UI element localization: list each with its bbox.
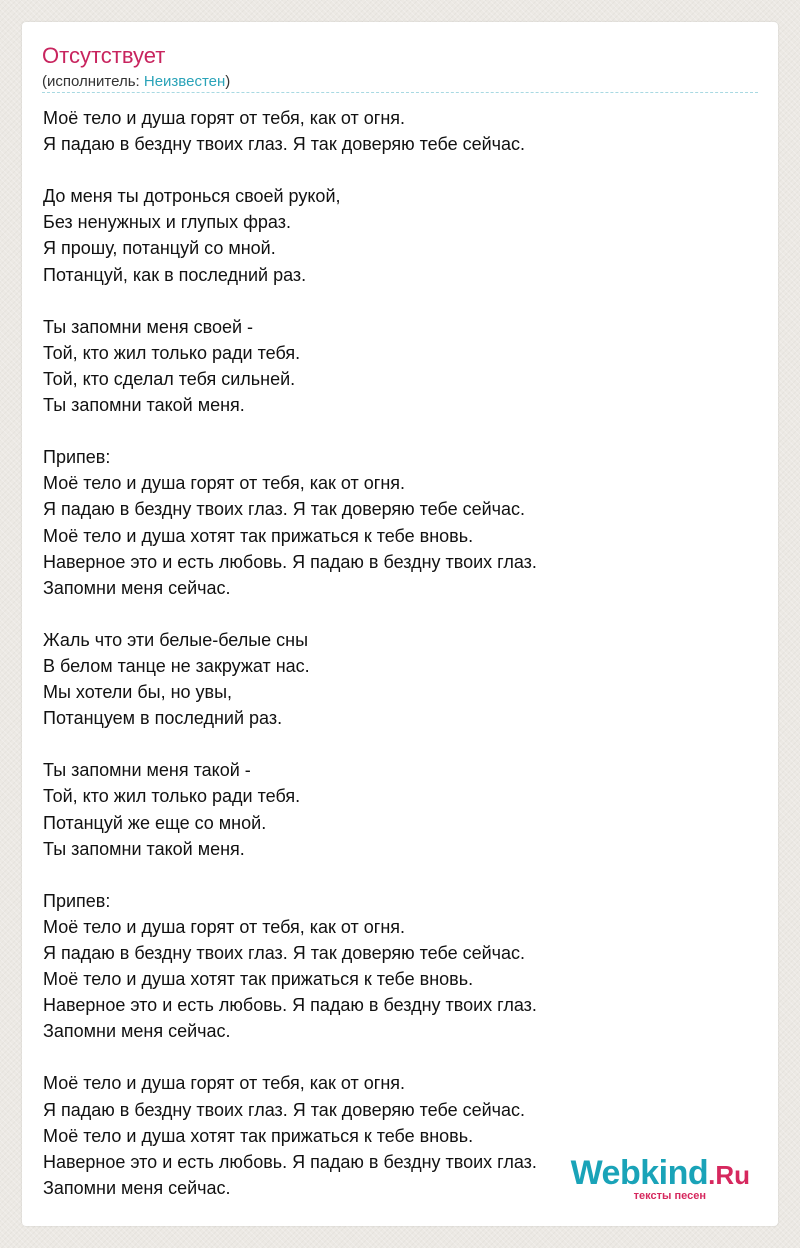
- lyrics-stanza: [43, 757, 743, 861]
- site-logo[interactable]: [558, 1156, 750, 1204]
- logo-wordmark: [571, 1156, 750, 1192]
- lyrics-line: Моё тело и душа горят от тебя, как от огня.: [43, 108, 406, 128]
- lyrics-line: Припев:: [43, 447, 111, 468]
- lyrics-line: Я падаю в бездну твоих глаз. Я так доверяю тебе сейчас.: [43, 499, 526, 520]
- lyrics-line: Без ненужных и глупых фраз.: [43, 212, 291, 233]
- logo-tagline: тексты песен: [633, 1190, 706, 1202]
- lyrics-stanza: [43, 314, 743, 418]
- lyrics-line: Жаль что эти белые-белые сны: [43, 629, 309, 650]
- song-title: Отсутствует: [42, 43, 166, 68]
- lyrics-line: Моё тело и душа горят от тебя, как от огня.: [43, 473, 406, 494]
- lyrics-stanza: [43, 627, 743, 731]
- lyrics-line: Я прошу, потанцуй со мной.: [43, 238, 276, 259]
- lyrics-line: Той, кто жил только ради тебя.: [43, 342, 301, 363]
- lyrics-line: В белом танце не закружат нас.: [43, 655, 310, 676]
- lyrics-card: [22, 22, 778, 1226]
- lyrics-body: [43, 105, 743, 1201]
- lyrics-line: Моё тело и душа хотят так прижаться к тебе вновь.: [43, 1125, 474, 1146]
- lyrics-line: Моё тело и душа горят от тебя, как от огня.: [43, 1073, 406, 1094]
- lyrics-line: Ты запомни меня своей -: [43, 316, 254, 337]
- lyrics-line: Запомни меня сейчас.: [43, 1021, 231, 1042]
- logo-word: Webkind: [570, 1154, 709, 1192]
- logo-tld: .Ru: [708, 1160, 750, 1190]
- lyrics-line: Наверное это и есть любовь. Я падаю в бездну твоих глаз.: [43, 551, 537, 572]
- lyrics-line: Потанцуем в последний раз.: [43, 708, 283, 729]
- lyrics-stanza: [43, 888, 743, 1045]
- lyrics-line: Моё тело и душа хотят так прижаться к тебе вновь.: [43, 969, 474, 990]
- lyrics-stanza: [43, 444, 743, 601]
- lyrics-stanza: [43, 183, 743, 287]
- lyrics-line: Моё тело и душа хотят так прижаться к тебе вновь.: [43, 525, 474, 546]
- lyrics-line: Той, кто сделал тебя сильней.: [43, 368, 296, 389]
- lyrics-line: Я падаю в бездну твоих глаз. Я так доверяю тебе сейчас.: [43, 943, 526, 963]
- lyrics-line: Ты запомни такой меня.: [43, 838, 245, 859]
- artist-prefix: (исполнитель:: [42, 73, 144, 90]
- lyrics-line: Ты запомни такой меня.: [43, 395, 245, 416]
- lyrics-line: Запомни меня сейчас.: [43, 577, 231, 598]
- lyrics-line: Потанцуй, как в последний раз.: [43, 264, 307, 285]
- lyrics-line: Я падаю в бездну твоих глаз. Я так доверяю тебе сейчас.: [43, 134, 526, 155]
- lyrics-line: Потанцуй же еще со мной.: [43, 812, 267, 833]
- lyrics-line: Запомни меня сейчас.: [43, 1177, 231, 1198]
- artist-line: [42, 72, 230, 92]
- lyrics-line: Наверное это и есть любовь. Я падаю в бездну твоих глаз.: [43, 1151, 537, 1172]
- artist-suffix: ): [225, 73, 231, 90]
- lyrics-line: Припев:: [43, 890, 111, 911]
- lyrics-line: Мы хотели бы, но увы,: [43, 682, 233, 703]
- lyrics-line: Наверное это и есть любовь. Я падаю в бездну твоих глаз.: [43, 995, 537, 1016]
- lyrics-line: Моё тело и душа горят от тебя, как от огня.: [43, 916, 406, 937]
- lyrics-line: Ты запомни меня такой -: [43, 760, 251, 781]
- title-divider: [42, 92, 758, 93]
- lyrics-stanza: [43, 105, 743, 157]
- lyrics-line: Той, кто жил только ради тебя.: [43, 786, 301, 807]
- artist-link[interactable]: Неизвестен: [143, 73, 226, 90]
- lyrics-line: Я падаю в бездну твоих глаз. Я так доверяю тебе сейчас.: [43, 1099, 526, 1120]
- lyrics-line: До меня ты дотронься своей рукой,: [43, 186, 341, 207]
